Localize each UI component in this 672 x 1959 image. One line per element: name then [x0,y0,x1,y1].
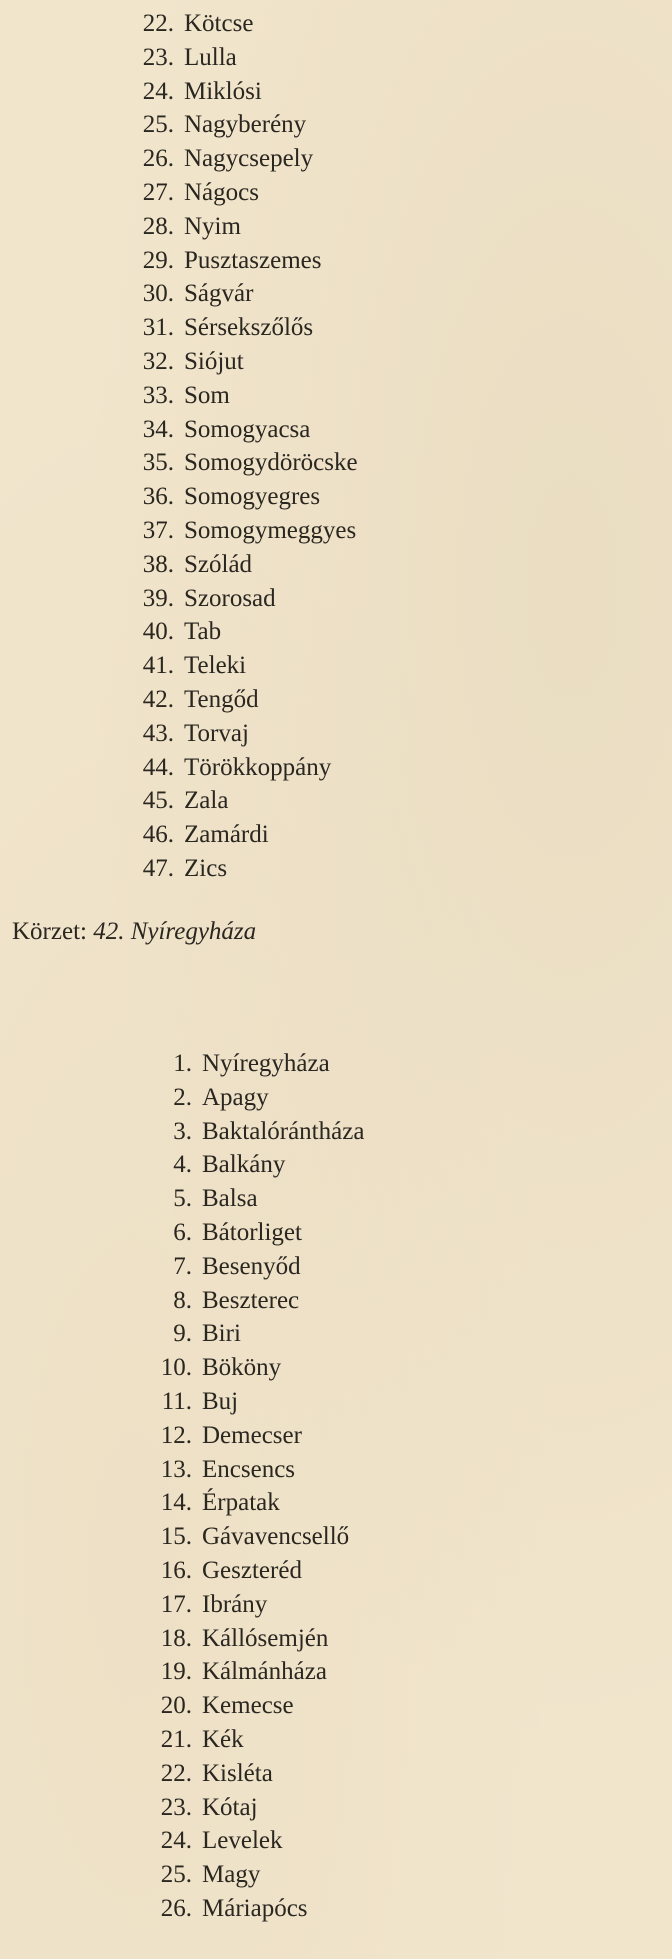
list-item [130,1791,364,1825]
item-number: 21. [160,1725,192,1753]
item-number: 41. [142,652,174,680]
item-number: 25. [142,111,174,139]
list-item [130,1689,364,1723]
list-item [130,1723,364,1757]
settlement-name: Nyíregyháza [202,1050,330,1077]
item-number: 14. [160,1489,192,1517]
settlement-name: Tengőd [184,685,259,713]
settlement-name: Máriapócs [202,1894,308,1922]
settlement-name: Kállósemjén [202,1624,329,1652]
settlement-name: Somogymeggyes [184,516,357,544]
settlement-name: Kálmánháza [202,1658,327,1686]
list-item [110,615,358,649]
list-item [110,446,358,480]
settlement-name: Tab [184,618,222,646]
item-number: 13. [160,1455,192,1483]
list-item [130,1520,364,1554]
settlement-name: Nágocs [184,178,259,206]
list-item [110,649,358,683]
item-number: 34. [142,415,174,443]
settlement-name: Beszterec [202,1286,300,1314]
settlement-name: Kék [202,1725,244,1753]
list-item [110,413,358,447]
list-item [130,1284,364,1318]
item-number: 35. [142,449,174,477]
settlement-name: Somogydöröcske [184,449,358,477]
settlement-name: Teleki [184,652,247,680]
settlement-name: Som [184,381,230,409]
settlement-name: Bököny [202,1354,282,1382]
item-number: 39. [142,584,174,612]
item-number: 23. [142,43,174,71]
list-item [130,1824,364,1858]
list-item [130,1486,364,1520]
item-number: 27. [142,178,174,206]
list-item [110,717,358,751]
item-number: 1. [173,1050,192,1077]
item-number: 5. [173,1185,192,1213]
list-item [110,345,358,379]
settlement-name: Demecser [202,1421,302,1449]
item-number: 31. [142,314,174,342]
list-item [110,852,358,886]
item-number: 2. [173,1083,192,1111]
settlement-name: Levelek [202,1827,283,1855]
settlement-name: Somogyacsa [184,415,311,443]
settlement-name: Kötcse [184,10,254,37]
list-item [130,1351,364,1385]
list-item [110,582,358,616]
item-number: 20. [160,1692,192,1720]
list-item [130,1554,364,1588]
list-item [130,1148,364,1182]
settlement-name: Nyim [184,212,241,240]
item-number: 12. [160,1421,192,1449]
item-number: 25. [160,1861,192,1889]
list-item [130,1588,364,1622]
settlement-name: Zics [184,854,228,882]
item-number: 3. [173,1117,192,1145]
settlement-name: Zamárdi [184,821,269,849]
settlement-name: Encsencs [202,1455,296,1483]
list-item [110,108,358,142]
district-label: Körzet: [12,918,87,945]
item-number: 6. [173,1218,192,1246]
list-item [110,210,358,244]
item-number: 26. [160,1894,192,1922]
settlement-name: Geszteréd [202,1556,302,1584]
list-item [130,1081,364,1115]
settlement-name: Kemecse [202,1692,294,1720]
item-number: 17. [160,1590,192,1618]
list-item [110,818,358,852]
item-number: 22. [160,1759,192,1787]
item-number: 26. [142,145,174,173]
list-item [130,1250,364,1284]
settlement-name: Balkány [202,1151,286,1179]
item-number: 32. [142,347,174,375]
item-number: 37. [142,516,174,544]
settlement-list-bottom [130,1047,364,1926]
settlement-name: Zala [184,787,229,815]
list-item [130,1047,364,1081]
item-number: 28. [142,212,174,240]
item-number: 24. [160,1827,192,1855]
item-number: 44. [142,753,174,781]
item-number: 18. [160,1624,192,1652]
list-item [110,41,358,75]
item-number: 4. [173,1151,192,1179]
item-number: 10. [160,1354,192,1382]
list-item [130,1385,364,1419]
list-item [130,1655,364,1689]
item-number: 15. [160,1523,192,1551]
item-number: 19. [160,1658,192,1686]
item-number: 33. [142,381,174,409]
settlement-name: Miklósi [184,77,262,105]
list-item [110,311,358,345]
list-item [130,1115,364,1149]
list-item [110,514,358,548]
list-item [110,244,358,278]
list-item [110,75,358,109]
list-item [130,1757,364,1791]
settlement-name: Szólád [184,550,253,578]
district-name: 42. Nyíregyháza [93,918,257,945]
list-item [110,548,358,582]
item-number: 40. [142,618,174,646]
item-number: 22. [142,10,174,37]
list-item [110,480,358,514]
settlement-name: Somogyegres [184,483,321,511]
list-item [110,7,358,41]
list-item [130,1182,364,1216]
settlement-name: Nagycsepely [184,145,314,173]
list-item [110,784,358,818]
settlement-name: Bátorliget [202,1218,302,1246]
list-item [110,379,358,413]
list-item [130,1453,364,1487]
list-item [110,176,358,210]
settlement-name: Sérsekszőlős [184,314,314,342]
settlement-name: Ságvár [184,280,254,308]
list-item [110,683,358,717]
item-number: 45. [142,787,174,815]
settlement-name: Nagyberény [184,111,307,139]
item-number: 16. [160,1556,192,1584]
list-item [130,1317,364,1351]
item-number: 9. [173,1320,192,1348]
item-number: 24. [142,77,174,105]
settlement-name: Kisléta [202,1759,273,1787]
settlement-name: Gávavencsellő [202,1523,350,1551]
list-item [110,751,358,785]
settlement-name: Buj [202,1387,239,1415]
item-number: 11. [161,1387,192,1415]
item-number: 43. [142,719,174,747]
settlement-name: Szorosad [184,584,276,612]
settlement-name: Apagy [202,1083,269,1111]
list-item [130,1892,364,1926]
item-number: 42. [142,685,174,713]
item-number: 47. [142,854,174,882]
item-number: 46. [142,821,174,849]
settlement-name: Baktalórántháza [202,1117,365,1145]
settlement-list-top [110,7,358,886]
settlement-name: Érpatak [202,1489,280,1517]
list-item [130,1622,364,1656]
settlement-name: Törökkoppány [184,753,332,781]
settlement-name: Biri [202,1320,241,1348]
list-item [110,142,358,176]
item-number: 30. [142,280,174,308]
item-number: 7. [173,1252,192,1280]
list-item [130,1216,364,1250]
settlement-name: Kótaj [202,1793,258,1821]
item-number: 36. [142,483,174,511]
settlement-name: Magy [202,1861,261,1889]
list-item [130,1858,364,1892]
settlement-name: Lulla [184,43,237,71]
district-heading [12,915,256,949]
settlement-name: Balsa [202,1185,258,1213]
item-number: 29. [142,246,174,274]
list-item [130,1419,364,1453]
settlement-name: Torvaj [184,719,249,747]
list-item [110,277,358,311]
settlement-name: Ibrány [202,1590,268,1618]
item-number: 38. [142,550,174,578]
item-number: 23. [160,1793,192,1821]
settlement-name: Siójut [184,347,244,375]
item-number: 8. [173,1286,192,1314]
settlement-name: Pusztaszemes [184,246,322,274]
settlement-name: Besenyőd [202,1252,301,1280]
